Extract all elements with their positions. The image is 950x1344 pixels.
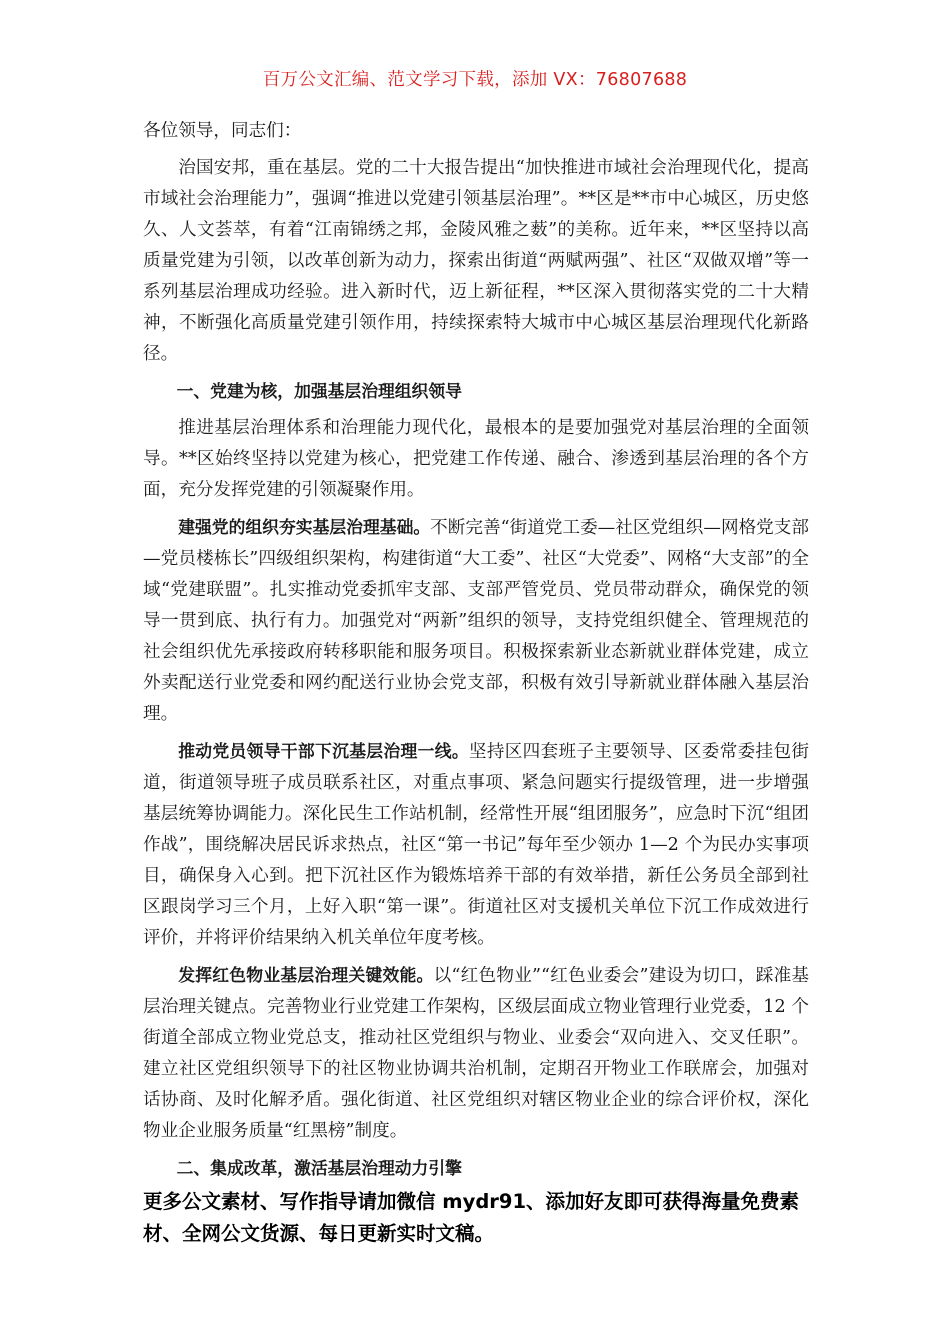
point-3-lead: 发挥红色物业基层治理关键效能。 xyxy=(178,965,434,985)
point-2-body: 坚持区四套班子主要领导、区委常委挂包街道，街道领导班子成员联系社区，对重点事项、紧急问题实行提级管理，进一步增强基层统筹协调能力。深化民生工作站机制，经常性开展“组团服务”，应急时下沉“组团作战”，围绕解决居民诉求热点，社区“第一书记”每年至少领办 1—2 个为民办实事项目，确保身入心到。把下沉社区作为锻炼培养干部的有效举措，新任公务员全部到社区跟岗学习三个月，上好入职“第一课”。街道社区对支援机关单位下沉工作成效进行评价，并将评价结果纳入机关单位年度考核。 xyxy=(143,742,809,948)
point-3-body: 以“红色物业”“红色业委会”建设为切口，踩准基层治理关键点。完善物业行业党建工作架构，区级层面成立物业管理行业党委，12 个街道全部成立物业党总支，推动社区党组织与物业、业委会“双向进入、交叉任职”。建立社区党组织领导下的社区物业协调共治机制，定期召开物业工作联席会，加强对话协商、及时化解矛盾。强化街道、社区党组织对辖区物业企业的综合评价权，深化物业企业服务质量“红黑榜”制度。 xyxy=(143,966,809,1141)
section-1-heading: 一、党建为核，加强基层治理组织领导 xyxy=(176,381,462,401)
point-1-lead: 建强党的组织夯实基层治理基础。 xyxy=(178,517,431,537)
intro-paragraph: 治国安邦，重在基层。党的二十大报告提出“加快推进市域社会治理现代化，提高市域社会治理能力”，强调“推进以党建引领基层治理”。**区是**市中心城区，历史悠久、人文荟萃，有着“江南锦绣之邦，金陵风雅之薮”的美称。近年来，**区坚持以高质量党建为引领，以改革创新为动力，探索出街道“两赋两强”、社区“双做双增”等一系列基层治理成功经验。进入新时代，迈上新征程，**区深入贯彻落实党的二十大精神，不断强化高质量党建引领作用，持续探索特大城市中心城区基层治理现代化新路径。 xyxy=(143,158,809,364)
point-3-paragraph xyxy=(143,960,809,1147)
point-2-lead: 推动党员领导干部下沉基层治理一线。 xyxy=(178,741,469,761)
salutation: 各位领导，同志们： xyxy=(143,121,302,141)
document-body xyxy=(143,116,809,1190)
point-2-paragraph xyxy=(143,736,809,954)
point-1-body: 不断完善“街道党工委—社区党组织—网格党支部—党员楼栋长”四级组织架构，构建街道“大工委”、社区“大党委”、网格“大支部”的全域“党建联盟”。扎实推动党委抓牢支部、支部严管党员、党员带动群众，确保党的领导一贯到底、执行有力。加强党对“两新”组织的领导，支持党组织健全、管理规范的社会组织优先承接政府转移职能和服务项目。积极探索新业态新就业群体党建，成立外卖配送行业党委和网约配送行业协会党支部，积极有效引导新就业群体融入基层治理。 xyxy=(143,518,809,724)
footer-promo: 更多公文素材、写作指导请加微信 mydr91、添加好友即可获得海量免费素材、全网公文货源、每日更新实时文稿。 xyxy=(143,1190,800,1245)
header-promo: 百万公文汇编、范文学习下载，添加 VX：76807688 xyxy=(262,70,688,90)
section-2-heading: 二、集成改革，激活基层治理动力引擎 xyxy=(176,1158,462,1178)
section-1-intro: 推进基层治理体系和治理能力现代化，最根本的是要加强党对基层治理的全面领导。**区始终坚持以党建为核心，把党建工作传递、融合、渗透到基层治理的各个方面，充分发挥党建的引领凝聚作用。 xyxy=(143,418,809,500)
point-1-paragraph xyxy=(143,512,809,730)
